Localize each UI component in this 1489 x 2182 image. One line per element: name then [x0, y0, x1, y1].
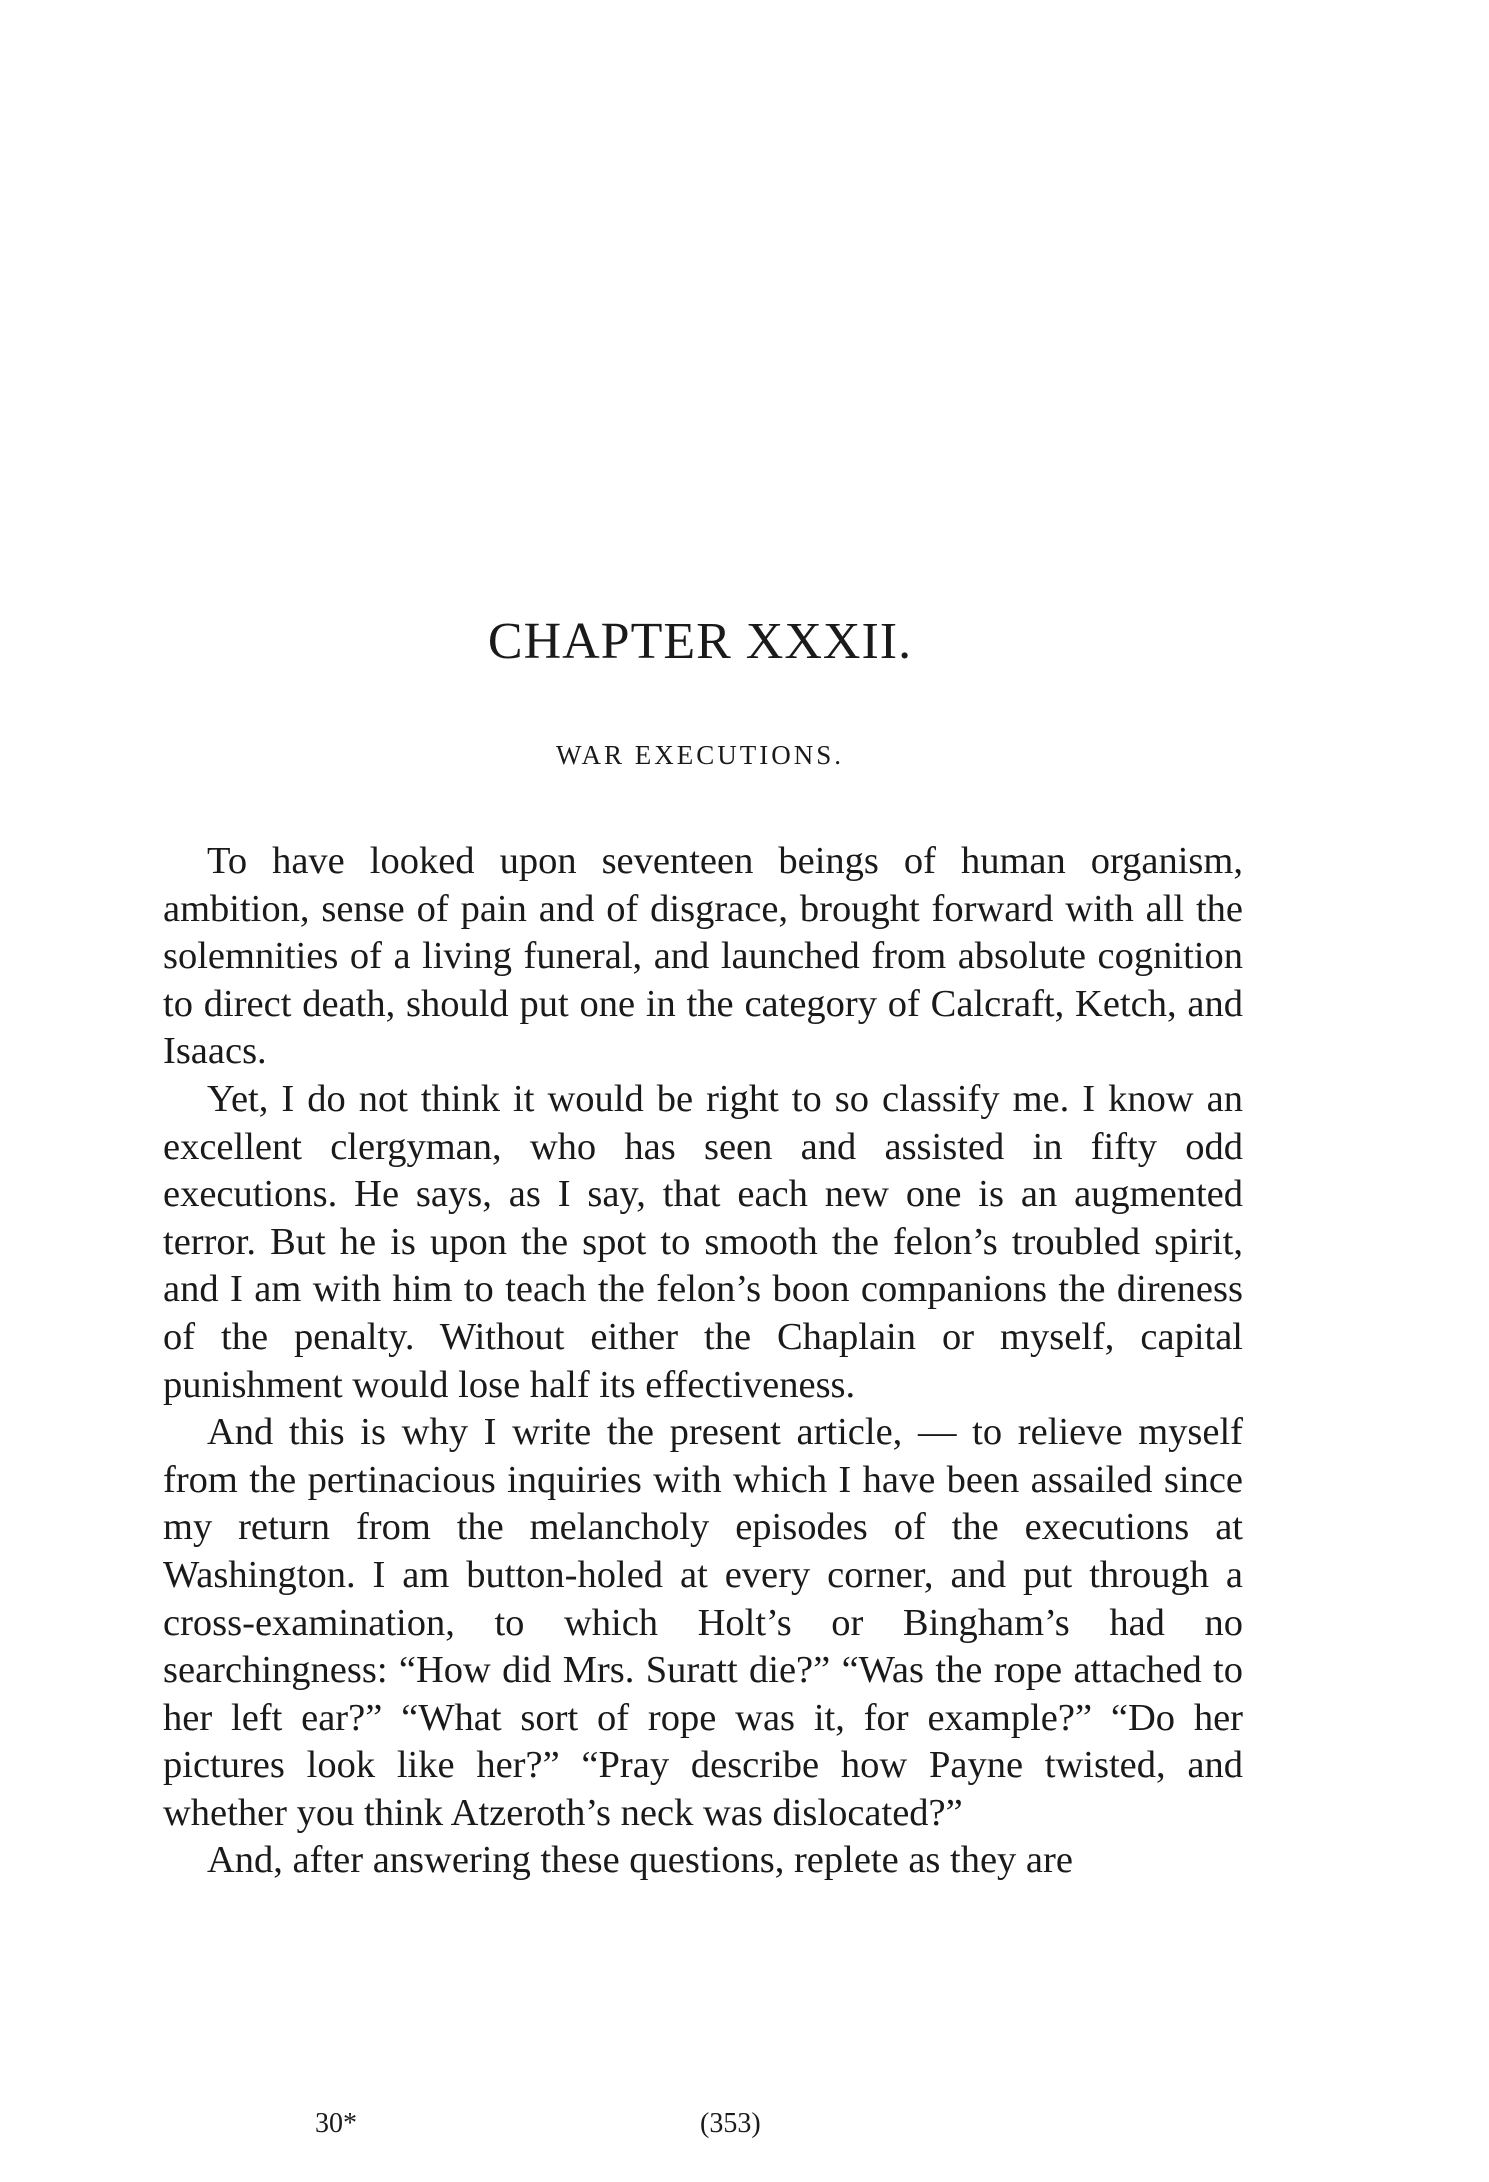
paragraph: And this is why I write the present article, — to relieve myself from the pertinacious inquiries with which I have been assailed since my return from the melancholy episodes of the executions at Washington. I am button-holed at every corner, and put through a cross-examination, to which Holt’s or Bingham’s had no searchingness: “How did Mrs. Suratt die?” “Was the rope attached to her left ear?” “What sort of rope was it, for example?” “Do her pictures look like her?” “Pray describe how Payne twisted, and whether you think Atzeroth’s neck was dislocated?” [163, 1411, 1243, 1834]
signature-mark: 30* [315, 2108, 357, 2139]
chapter-title: CHAPTER XXXII. [487, 613, 913, 670]
page-footer [0, 2108, 1489, 2148]
paragraph: And, after answering these questions, replete as they are [207, 1839, 1073, 1882]
chapter-subtitle: WAR EXECUTIONS. [556, 740, 844, 770]
paragraph: Yet, I do not think it would be right to so classify me. I know an excellent clergyman, who has seen and assisted in fifty odd executions. He says, as I say, that each new one is an augmented terror. But he is upon the spot to smooth the felon’s troubled spirit, and I am with him to teach the felon’s boon companions the direness of the penalty. Without either the Chaplain or myself, capital punishment would lose half its effectiveness. [163, 1077, 1243, 1406]
paragraph: To have looked upon seventeen beings of human organism, ambition, sense of pain and of disgrace, brought forward with all the solemnities of a living funeral, and launched from absolute cognition to direct death, should put one in the category of Calcraft, Ketch, and Isaacs. [163, 840, 1243, 1073]
chapter-body [163, 838, 1243, 1885]
page-number: (353) [700, 2108, 761, 2139]
